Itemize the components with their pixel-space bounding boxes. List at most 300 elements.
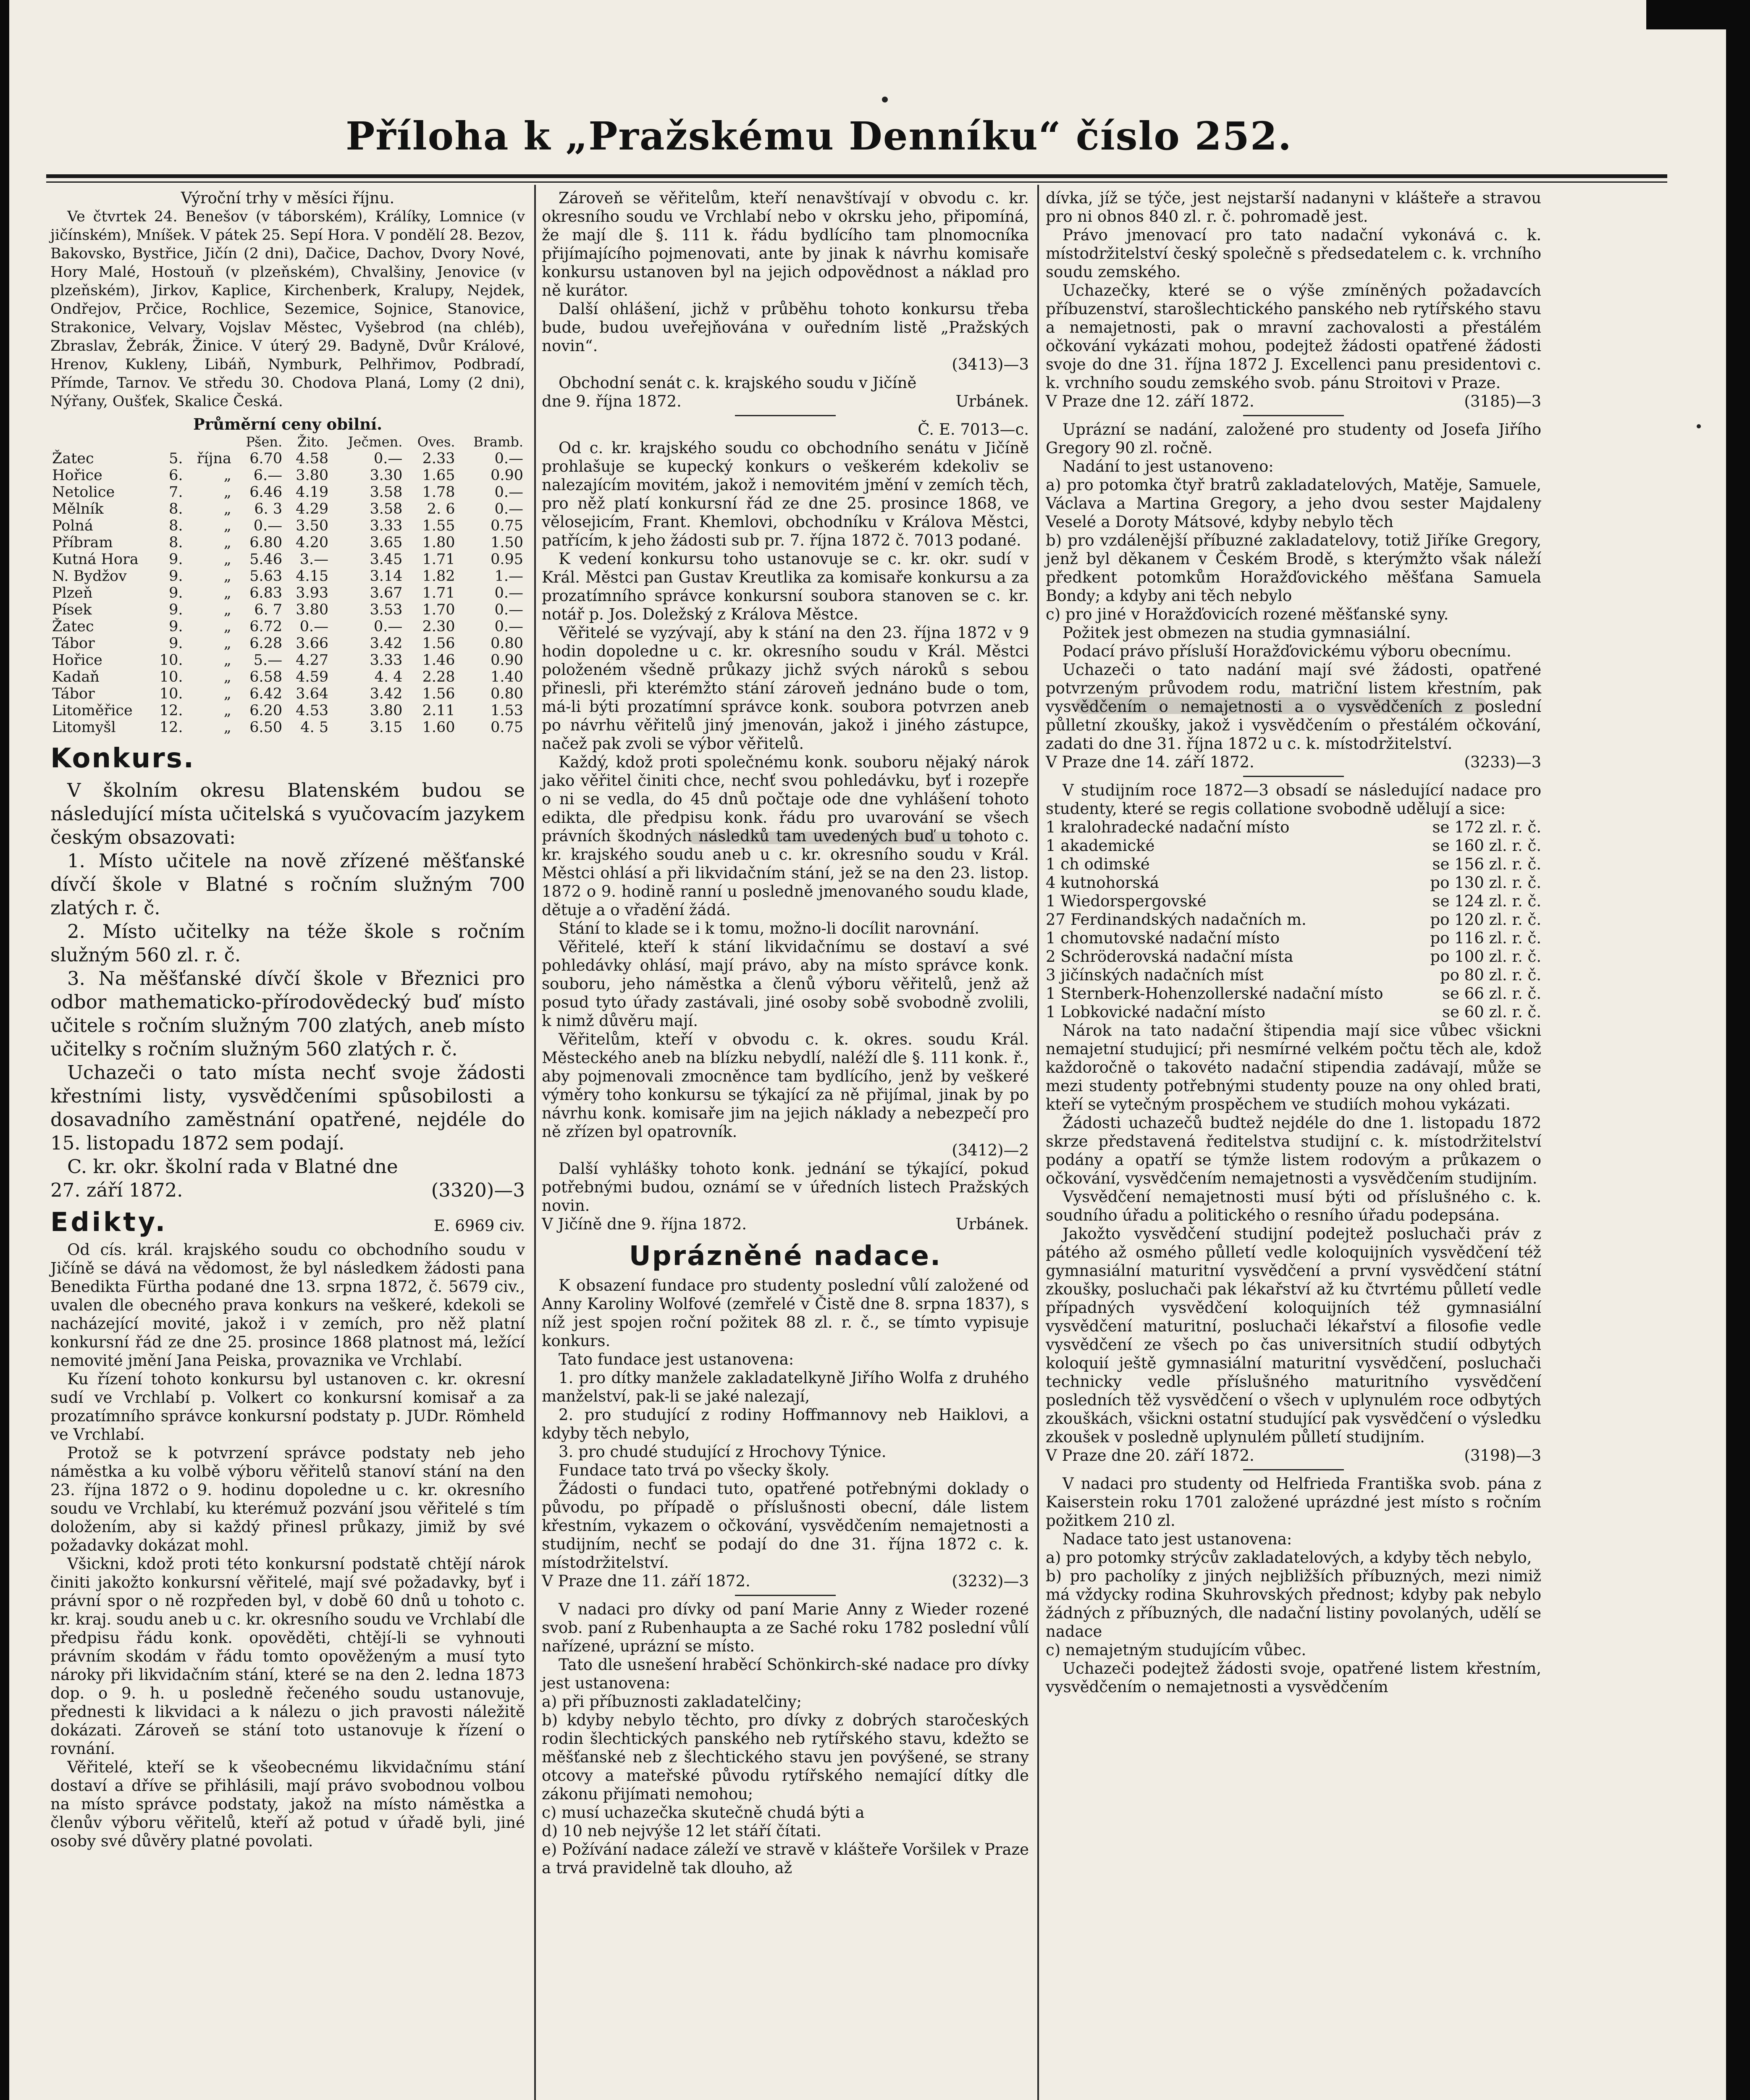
grain-price-town: Polná [52,517,93,534]
grain-price-cell: 9. [169,601,183,618]
grain-price-cell: 0.— [494,585,523,601]
col2-signature-date: dne 9. října 1872. [542,392,682,410]
col2-paragraph-7: Stání to klade se i k tomu, možno-li docílit narovnání. [559,919,980,937]
grain-price-row [50,652,525,669]
edikty-paragraph-1: Od cís. král. krajského soudu co obchodního soudu v Jičíně se dává na vědomost, že byl následkem žádosti pana Benedikta Fürtha podané dne 13. srpna 1872, č. 5679 civ., uvalen dle obecného prava konkurs na veškeré, kdekoli se nacházející movité, jakož i v zemích, pro něž platní konkursní řád ze dne 25. prosince 1868 platnost má, ležící nemovité jmění Jana Peiska, provaznika ve Vrchlabí. [50,1241,525,1370]
nadace-item-e: e) Požívání nadace záleží ve stravě v klášteře Voršilek v Praze a trvá pravidelně tak dlouho, až [542,1840,1029,1877]
grain-price-cell: 3.80 [296,467,329,484]
ink-spot [882,97,888,102]
fairs-text: Ve čtvrtek 24. Benešov (v táborském), Králíky, Lomnice (v jičínském), Mníšek. V pátek 25. Sepí Hora. V pondělí 28. Bezov, Bakovsko, Bystřice, Jičín (2 dni), Dačice, Dachov, Dvory Nové, Hory Malé, Hostouň (v plzeňském), Chvalšiny, Jenovice (v plzeňském), Jirkov, Kaplice, Kirchenberk, Kralupy, Nejdek, Ondřejov, Prčice, Rochlice, Sezemice, Sojnice, Stanovice, Strakonice, Velvary, Vojslav Městec, Vyšebrod (na chléb), Zbraslav, Žebrák, Žinice. V úterý 29. Badyně, Dvůr Králové, Hrenov, Kukleny, Libáň, Nymburk, Pelhřimov, Podbradí, Přímde, Tarnov. Ve středu 30. Chodova Planá, Lomy (2 dni), Nýřany, Oušťek, Skalice Česká. [50,208,525,410]
grain-price-row [50,601,525,618]
grain-price-cell: 1.65 [422,467,455,484]
column-3 [1046,189,1541,1696]
grain-price-row [50,450,525,467]
grain-price-cell: 4.15 [296,568,329,585]
grain-price-town: Plzeň [52,585,93,601]
foundation-amount: po 130 zl. r. č. [1430,874,1541,892]
grain-price-cell: „ [223,719,231,736]
grain-price-cell: 3.80 [370,702,403,719]
grain-price-cell: „ [223,484,231,501]
grain-price-cell: 4. 5 [300,719,329,736]
grain-price-cell: 5.— [253,652,283,669]
col3-number-3: (3198)—3 [1464,1446,1541,1465]
grain-price-row [50,501,525,517]
col3-signature-row-2 [1046,753,1541,772]
grain-price-town: Kutná Hora [52,551,139,568]
col3-paragraph-2: Právo jmenovací pro tato nadační vykonává c. k. místodržitelství český společně s předsedatelem c. k. vrchního soudu zemského. [1046,226,1541,281]
grain-price-cell: 3.33 [370,517,403,534]
col2-signature-1: Obchodní senát c. k. krajského soudu v Jičíně [559,374,917,392]
col2-paragraph-3: Od c. kr. krajského soudu co obchodního senátu v Jičíně prohlašuje se kupecký konkurs o veškerém kdekoliv se nalezajícím movitém, jakož i nemovitém jmění v zemích těch, pro něž platí konkursní řád ze dne 25. prosince 1868, ve vělosejicím, Frant. Khemlovi, obchodníku v Králova Městci, patřícím, k jeho žádosti sub pr. 7. října 1872 č. 7013 podané. [542,439,1029,549]
grain-price-cell: 3.67 [370,585,403,601]
edikty-paragraph-4: Všickni, kdož proti této konkursní podstatě chtějí nárok činiti jakožto konkursní věřitelé, mají své požadavky, byť i právní spor o ně rozpředen byl, v době 60 dnů u tohoto c. kr. kraj. soudu aneb u c. kr. okresního soudu ve Vrchlabí dle předpisu řádu konk. opověděti, chtějí-li se vyhnouti právním skodám v řádu tomto opověženým a musí tyto nároky při likvidačním stání, které se na den 2. ledna 1873 dop. o 9. h. u posledně řečeného soudu ustanovuje, přednesti k likvidaci a k nálezu o jich pravosti náležitě dokázati. Zároveň se stání toto ustanovuje k řízení o rovnání. [50,1555,525,1758]
grain-price-cell: 4.27 [296,652,329,669]
grain-price-cell: 6.50 [249,719,283,736]
grain-price-cell: 9. [169,585,183,601]
grain-price-cell: 1.82 [422,568,455,585]
grain-price-cell: 2.11 [422,702,455,719]
grain-price-cell: 1.55 [422,517,455,534]
nadace-paragraph-3: 1. pro dítky manžele zakladatelkyně Jiřího Wolfa z druhého manželství, pak-li se jaké nalezají, [542,1369,1029,1405]
col3-signature-row-3 [1046,1446,1541,1465]
nadace-item-a: a) při příbuznosti zakladatelčiny; [542,1693,802,1711]
masthead-rule [46,174,1667,178]
grain-price-table [50,433,525,736]
konkurs-item-3: 3. Na měšťanské dívčí škole v Březnici pro odbor mathematicko-přírodovědecký buď místo učitele s ročním služným 700 zlatých, aneb místo učitelky s ročním služným 560 zlatých r. č. [50,967,525,1060]
col2-case-number: Č. E. 7013—c. [918,420,1029,438]
grain-price-cell: 10. [159,685,183,702]
grain-price-cell: 9. [169,618,183,635]
grain-price-cell: 0.90 [491,652,523,669]
grain-price-cell: 6.70 [249,450,283,467]
grain-price-cell: 3.50 [296,517,329,534]
col2-name-2: Urbánek. [955,1215,1029,1233]
grain-price-town: Písek [52,601,92,618]
grain-price-cell: 2.33 [422,450,455,467]
nadace-signature-row [542,1572,1029,1591]
foundation-name: 3 jičínských nadačních míst [1046,966,1264,984]
col3-item-b2: b) pro pacholíky z jiných nejbližších příbuzných, mezi nimiž má vždycky rodina Skuhrovských přednost; kdyby pak nebylo žádných z příbuzných, dle nadační listiny povolaných, udělí se nadace [1046,1567,1541,1641]
col3-paragraph-3: Uchazečky, které se o výše zmíněných požadavcích příbuzenství, starošlechtického panského neb rytířského stavu a nemajetnosti, pak o mravní zachovalosti a přestálém očkování vykázati mohou, podejtež žádosti opatřené žádosti svoje do dne 31. října 1872 J. Excellenci panu presidentovi c. k. vrchního soudu zemského svob. pánu Stroitovi v Praze. [1046,281,1541,392]
grain-price-cell: „ [223,501,231,517]
grain-price-cell: 5. [169,450,183,467]
grain-price-header-cell [184,433,233,450]
col3-item-b: b) pro vzdálenější příbuzné zakladatelovy, totiž Jiříke Gregory, jenž byl děkanem v Českém Brodě, s kterýmžto však náleží předkent potomkům Horažďovického měšťana Samuela Bondy; a kdyby ani těch nebylo [1046,531,1541,605]
grain-price-cell: 6.83 [249,585,283,601]
nadace-paragraph-6: Fundace tato trvá po všecky školy. [559,1461,830,1479]
grain-price-town: Kadaň [52,669,100,685]
nadace-item-c: c) musí uchazečka skutečně chudá býti a [542,1803,865,1822]
grain-price-cell: 1.56 [422,635,455,652]
col2-signature-row [542,392,1029,411]
grain-price-cell: 3.65 [370,534,403,551]
col3-item-a: a) pro potomka čtyř bratrů zakladatelových, Matěje, Samuele, Václava a Martina Gregory, a jeho dvou sester Majdaleny Veselé a Doroty Mátsové, kdyby nebylo těch [1046,476,1541,531]
grain-price-cell: 4.29 [296,501,329,517]
grain-price-cell: 1.53 [491,702,523,719]
col3-date-1: V Praze dne 12. září 1872. [1046,392,1254,410]
col2-paragraph-6: Každý, kdož proti společnému konk. souboru nějaký nárok jako věřitel činiti chce, nechť svou pohledávku, byť i rozepře o ni se vedla, do 45 dnů počtaje ode dne vyhlášení tohoto edikta, dle předpisu konk. řádu pro uvarování se všech právních škodných následků tam uvedených buď u tohoto c. kr. krajského soudu aneb u c. kr. okresního soudu v Král. Městci ohlásí a při likvidačním stání, jež se na den 23. listop. 1872 o 9. hodině ranní u posledně jmenovaného soudu klade, dětuje a o vřadění žádá. [542,753,1029,919]
grain-price-town: Tábor [52,635,95,652]
grain-price-cell: 6.80 [249,534,283,551]
grain-price-town: Litomyšl [52,719,116,736]
grain-price-cell: 3.— [299,551,329,568]
edikty-number: E. 6969 civ. [433,1217,525,1235]
col3-paragraph-7: Podací právo přísluší Horažďovickému výboru obecnímu. [1063,642,1511,660]
grain-price-town: Hořice [52,652,102,669]
konkurs-item-1: 1. Místo učitele na nově zřízené měšťanské dívčí škole v Blatné s ročním služným 700 zlatých r. č. [50,850,525,919]
col2-paragraph-1: Zároveň se věřitelům, kteří nenavštívají v obvodu c. kr. okresního soudu ve Vrchlabí nebo v okrsku jeho, připomíná, že mají dle §. 111 k. řádu bydlícího tam plnomocníka přijímajícího pojmenovati, ante by jinak k návrhu komisaře konkursu ustanoven byl na jejich odpovědnost a náklad pro ně kurátor. [542,189,1029,299]
foundation-list-item [1046,892,1541,911]
foundation-name: 1 kralohradecké nadační místo [1046,818,1290,836]
grain-price-cell: 7. [169,484,183,501]
konkurs-signature-line [50,1179,525,1202]
nadace-item-b: b) kdyby nebylo těchto, pro dívky z dobrých staročeských rodin šlechtických panského neb rytířského stavu, kdežto se měšťanské neb z šlechtického stavu jen povýšené, se strany otcovy a mateřské původu rytířského nemající dítky dle zákonu přijímati nemohou; [542,1711,1029,1803]
column-2 [542,189,1029,1877]
grain-prices-title: Průměrní ceny obilní. [193,415,383,433]
grain-price-row [50,618,525,635]
grain-price-cell: 12. [159,702,183,719]
col3-paragraph-6: Požitek jest obmezen na studia gymnasiální. [1063,624,1411,642]
grain-price-cell: „ [223,635,231,652]
grain-price-header [50,433,525,450]
col2-number-1: (3413)—3 [952,355,1029,373]
grain-price-row [50,568,525,585]
foundation-list-item [1046,818,1541,837]
edikty-paragraph-3: Protož se k potvrzení správce podstaty neb jeho náměstka a ku volbě výboru věřitelů stanoví stání na den 23. října 1872 o 9. hodinu dopoledne u c. kr. okresního soudu ve Vrchlabí, ku kterémuž pozvání jsou věřitelé s tím doložením, aby si každý přinesl průkazy, jimiž by své požadavky dokázat mohl. [50,1444,525,1554]
grain-price-cell: 0.80 [491,685,523,702]
col3-signature-row-1 [1046,392,1541,411]
edikty-paragraph-5: Věřitelé, kteří se k všeobecnému likvidačnímu stání dostaví a dříve se přihlásili, mají právo svobodnou volbou na místo správce podstaty, jakož na místo náměstka a členův výboru věřitelů, kteří až potud v úřadě byli, jiné osoby své důvěry platné povolati. [50,1758,525,1850]
scan-border-right [1726,0,1750,2100]
grain-price-cell: 3.45 [370,551,403,568]
grain-price-row [50,551,525,568]
grain-price-cell: „ [223,568,231,585]
grain-price-cell: 8. [169,501,183,517]
nadace-paragraph-7: Žádosti o fundaci tuto, opatřené potřebnými doklady o původu, po případě o příslušnosti obecní, dále listem křestním, vykazem o očkování, vysvědčením nemajetnosti a studijním, nechť se podají do dne 31. října 1872 c. k. místodržitelství. [542,1480,1029,1572]
col2-signature-name: Urbánek. [955,392,1029,410]
grain-price-cell: „ [223,517,231,534]
grain-price-town: N. Bydžov [52,568,127,585]
column-1 [50,189,525,1851]
scan-border-left [0,0,9,2100]
grain-price-row [50,517,525,534]
grain-price-cell: 4.20 [296,534,329,551]
konkurs-item-4: Uchazeči o tato místa nechť svoje žádosti křestními listy, vysvědčeními spůsobilosti a dosavadního zaměstnání opatřené, nejdéle do 15. listopadu 1872 sem podají. [50,1061,525,1154]
foundation-name: 1 Lobkovické nadační místo [1046,1003,1265,1021]
grain-price-town: Litoměřice [52,702,133,719]
nadace-paragraph-5: 3. pro chudé studující z Hrochovy Týnice. [559,1443,887,1461]
konkurs-lead: V školním okresu Blatenském budou se následující místa učitelská s vyučovacím jazykem českým obsazovati: [50,779,525,848]
col3-item-c2: c) nemajetným studujícím vůbec. [1046,1641,1307,1659]
grain-price-cell: 2.30 [422,618,455,635]
konkurs-item-2: 2. Místo učitelky na téže škole s ročním služným 560 zl. r. č. [50,920,525,966]
col3-number-1: (3185)—3 [1464,392,1541,410]
grain-price-cell: 0.— [373,618,403,635]
grain-price-cell: 3.64 [296,685,329,702]
grain-price-town: Tábor [52,685,95,702]
col2-paragraph-4: K vedení konkursu toho ustanovuje se c. kr. okr. sudí v Král. Městci pan Gustav Kreutlika za komisaře konkursu a za prozatímního správce konkursní soubora stanoven se c. kr. notář p. Jos. Doležský z Králova Městce. [542,550,1029,623]
grain-price-cell: 6. 7 [254,601,283,618]
col3-paragraph-16: Uchazeči podejtež žádosti svoje, opatřené listem křestním, vysvědčením o nemajetnosti a vysvědčením [1046,1659,1541,1696]
edikty-heading-row [50,1202,525,1241]
grain-price-row [50,534,525,551]
masthead-title: Příloha k „Pražskému Denníku“ číslo 252. [346,113,1292,159]
foundation-name: 1 akademické [1046,837,1155,855]
column-divider-2 [1037,185,1039,2100]
foundation-amount: se 60 zl. r. č. [1442,1003,1541,1021]
grain-price-cell: 0.80 [491,635,523,652]
grain-price-cell: 4. 4 [374,669,403,685]
grain-price-cell: 3.93 [296,585,329,601]
grain-price-cell: 3.14 [370,568,403,585]
foundation-list-item [1046,1003,1541,1021]
col3-paragraph-15: Nadace tato jest ustanovena: [1063,1530,1292,1548]
grain-price-cell: 6.46 [249,484,283,501]
foundation-name: 1 ch odimské [1046,855,1150,873]
grain-price-header-cell [150,433,184,450]
foundation-list [1046,818,1541,1021]
ink-smear [1075,697,1487,714]
col2-number-2: (3412)—2 [952,1141,1029,1159]
col3-paragraph-13: Jakožto vysvědčení studijní podejtež posluchači práv z pátého až osmého půlletí vedle koloquijních vysvědčení též gymnasiální maturitní vysvědčení a první vysvědčení státní zkoušky, posluchači pak lékařství až ku čtvrtému půlletí vedle případných vysvědčení koloquijních též gymnasiální vysvědčení maturitní, posluchači lékařství a filosofie vedle vysvědčení ze všech po čas universitních studií odbytých koloquií ještě gymnasiální maturitní vysvědčení, posluchači technicky vedle příslušného maturitního vysvědčení posledních těž vysvědčení o všech v uplynulém roce odbytých zkouškách, všickni ostatní studující pak vysvědčení o výsledku zkoušek v posledně uplynulém půlletí studijním. [1046,1225,1541,1446]
grain-price-cell: „ [223,669,231,685]
grain-price-row [50,719,525,736]
grain-price-header-cell: Žito. [297,434,329,450]
grain-price-cell: 0.75 [491,517,523,534]
foundation-list-item [1046,911,1541,929]
grain-price-cell: 3.42 [370,635,403,652]
foundation-list-item [1046,855,1541,874]
grain-price-cell: 0.— [299,618,329,635]
grain-price-cell: 0.75 [491,719,523,736]
col2-paragraph-8: Věřitelé, kteří k stání likvidačnímu se dostaví a své pohledávky ohlásí, mají právo, aby na místo správce konk. souboru, jeho náměstka a členů výboru věřitelů, jenž až posud tyto úřady zastávali, jiné osoby sobě svobodně zvolili, k nimž důvěru mají. [542,938,1029,1030]
col2-paragraph-10: Další vyhlášky tohoto konk. jednání se týkající, pokud potřebnými budou, oznámí se v úředních listech Pražských novin. [542,1160,1029,1215]
col3-paragraph-5: Nadání to jest ustanoveno: [1063,457,1274,475]
foundation-amount: se 66 zl. r. č. [1442,984,1541,1003]
grain-price-cell: „ [223,618,231,635]
edikty-paragraph-2: Ku řízení tohoto konkursu byl ustanoven c. kr. okresní sudí ve Vrchlabí p. Volkert co konkursní komisař a za prozatímního správce konkursní podstaty p. JUDr. Römheld ve Vrchlabí. [50,1370,525,1444]
foundation-list-item [1046,929,1541,948]
grain-price-cell: 1.56 [422,685,455,702]
col3-paragraph-8: Uchazeči o tato nadání mají své žádosti, opatřené potvrzeným průvodem rodu, matriční listem křestním, pak vysvědčením o nemajetnosti a o vysvědčeních z poslední půlletní zkoušky, jakož i vysvědčením o přestálém očkování, zadati do dne 31. října 1872 u c. k. místodržitelství. [1046,661,1541,753]
nadace-paragraph-9: Tato dle usnešení hraběcí Schönkirch-ské nadace pro dívky jest ustanovena: [542,1656,1029,1692]
nadace-heading: Uprázněné nadace. [629,1241,942,1272]
foundation-list-item [1046,966,1541,984]
grain-price-cell: 1.46 [422,652,455,669]
grain-price-cell: 4.58 [296,450,329,467]
foundation-amount: se 172 zl. r. č. [1432,818,1541,836]
grain-price-cell: 1.80 [422,534,455,551]
grain-price-cell: 1.— [494,568,523,585]
grain-price-cell: 3.33 [370,652,403,669]
grain-price-cell: „ [223,585,231,601]
grain-price-cell: 0.— [494,601,523,618]
grain-price-cell: 1.71 [422,585,455,601]
grain-price-cell: 6.42 [249,685,283,702]
foundation-amount: po 116 zl. r. č. [1430,929,1541,947]
grain-price-cell: 10. [159,669,183,685]
grain-price-cell: 0.95 [491,551,523,568]
grain-price-cell: 0.— [494,484,523,501]
foundation-name: 4 kutnohorská [1046,874,1159,892]
grain-price-cell: 3.58 [370,484,403,501]
foundation-list-item [1046,948,1541,966]
grain-price-cell: 6. [169,467,183,484]
grain-price-cell: 3.42 [370,685,403,702]
col3-paragraph-12: Vysvědčení nemajetnosti musí býti od příslušného c. k. soudního úřadu a politického o resního úřadu podepsána. [1046,1188,1541,1224]
grain-price-town: Žatec [52,618,94,635]
col2-signature-row-2 [542,1215,1029,1234]
col3-paragraph-14: V nadaci pro studenty od Helfrieda Františka svob. pána z Kaiserstein roku 1701 založené uprázdné jest místo s ročním požitkem 210 zl. [1046,1475,1541,1530]
grain-price-cell: 6.28 [249,635,283,652]
section-divider-3 [1243,415,1344,416]
grain-price-row [50,585,525,601]
col2-paragraph-2: Další ohlášení, jichž v průběhu tohoto konkursu třeba bude, budou uveřejňována v ouředním listě „Pražských novin“. [542,300,1029,355]
grain-price-cell: „ [223,601,231,618]
grain-price-cell: 3.80 [296,601,329,618]
edikty-heading: Edikty. [50,1207,168,1237]
grain-price-cell: 8. [169,534,183,551]
col3-item-a2: a) pro potomky strýcův zakladatelových, a kdyby těch nebylo, [1046,1549,1532,1567]
foundation-name: 27 Ferdinandských nadačních m. [1046,911,1307,929]
grain-price-cell: 3.15 [370,719,403,736]
grain-price-cell: „ [223,685,231,702]
grain-price-cell: 9. [169,635,183,652]
grain-price-cell: „ [223,551,231,568]
grain-price-row [50,635,525,652]
grain-price-cell: 6.72 [249,618,283,635]
grain-price-row [50,467,525,484]
foundation-name: 1 chomutovské nadační místo [1046,929,1280,947]
ink-smear [689,832,974,844]
foundation-list-item [1046,874,1541,892]
grain-price-header-cell [50,433,150,450]
grain-price-cell: 8. [169,517,183,534]
grain-price-cell: 5.46 [249,551,283,568]
grain-price-cell: 6.58 [249,669,283,685]
nadace-paragraph-4: 2. pro studující z rodiny Hoffmannovy neb Haiklovi, a kdyby těch nebylo, [542,1406,1029,1442]
konkurs-signature: C. kr. okr. školní rada v Blatné dne [67,1155,398,1178]
grain-price-row [50,702,525,719]
grain-price-cell: 0.— [494,501,523,517]
grain-price-row [50,685,525,702]
col3-paragraph-10: Nárok na tato nadační štipendia mají sice vůbec všickni nemajetní studujicí; při nesmírné velkém počtu těch ale, kdož každoročně o takovéto nadační stipendia zadávají, může se mezi studenty potřebnými studenty pouze na ony ohled brati, kteří se vytečným prospěchem ve studiích mohou vykázati. [1046,1021,1541,1113]
grain-price-cell: 3.53 [370,601,403,618]
grain-price-header-cell: Oves. [417,434,455,450]
section-divider-4 [1243,776,1344,777]
grain-price-cell: 0.— [494,618,523,635]
grain-price-header-cell: Ječmen. [348,434,403,450]
col2-paragraph-5: Věřitelé se vyzývají, aby k stání na den 23. října 1872 v 9 hodin dopoledne u c. kr. okresního soudu v Král. Městci položeném všedně průkazy jichž svých nároků s sebou přinesli, při kterémžto stání zároveň jednáno bude o tom, má-li býti prozatímní správce konk. soubora potvrzen aneb po návrhu věřitelů jiný jmenován, jakož i jiného zástupce, načež pak zvoli se výbor věřitelů. [542,624,1029,753]
col3-paragraph-4: Uprázní se nadání, založené pro studenty od Josefa Jiřího Gregory 90 zl. ročně. [1046,420,1541,457]
foundation-list-item [1046,984,1541,1003]
grain-price-cell: 6.20 [249,702,283,719]
grain-price-town: Mělník [52,501,104,517]
ink-spot [1697,424,1701,428]
konkurs-heading: Konkurs. [50,743,195,774]
grain-price-cell: „ [223,702,231,719]
grain-price-cell: 1.40 [491,669,523,685]
grain-price-cell: 4.53 [296,702,329,719]
nadace-item-d: d) 10 neb nejvýše 12 let stáří čítati. [542,1822,821,1840]
nadace-paragraph-2: Tato fundace jest ustanovena: [559,1350,794,1368]
grain-price-cell: 6. 3 [254,501,283,517]
grain-price-cell: „ [223,652,231,669]
foundation-amount: se 160 zl. r. č. [1432,837,1541,855]
grain-price-cell: 1.60 [422,719,455,736]
konkurs-date: 27. září 1872. [50,1179,183,1201]
col2-paragraph-9: Věřitelům, kteří v obvodu c. k. okres. soudu Král. Městeckého aneb na blízku nebydlí, naléží dle §. 111 konk. ř., aby pojmenovali zmocněnce tam bydlícího, jenž by veškeré výměry toho konkursu se týkající za ně přijímal, jinak by po návrhu konk. komisaře jim na jejich náklady a nebezpečí pro ně zřízen byl opatrovník. [542,1030,1029,1141]
grain-price-cell: 0.— [373,450,403,467]
grain-price-cell: 2. 6 [427,501,455,517]
grain-price-cell: 12. [159,719,183,736]
nadace-date: V Praze dne 11. září 1872. [542,1572,750,1590]
foundation-name: 1 Wiedorspergovské [1046,892,1207,910]
col3-paragraph-9: V studijním roce 1872—3 obsadí se následující nadace pro studenty, které se regis collatione svobodně udělují a sice: [1046,781,1541,818]
section-divider-2 [735,1595,836,1596]
grain-price-cell: 2.28 [422,669,455,685]
nadace-number: (3232)—3 [952,1572,1029,1590]
grain-price-cell: 1.50 [491,534,523,551]
grain-price-town: Příbram [52,534,113,551]
grain-price-cell: „ [223,534,231,551]
col3-date-3: V Praze dne 20. září 1872. [1046,1446,1254,1465]
col3-date-2: V Praze dne 14. září 1872. [1046,753,1254,771]
grain-price-cell: 9. [169,568,183,585]
section-divider-5 [1243,1469,1344,1470]
grain-price-cell: 3.58 [370,501,403,517]
nadace-paragraph-1: K obsazení fundace pro studenty poslední vůlí založené od Anny Karoliny Wolfové (zemřelé v Čistě dne 8. srpna 1837), s níž jest spojen roční požitek 88 zl. r. č., se tímto vypisuje konkurs. [542,1276,1029,1350]
col3-number-2: (3233)—3 [1464,753,1541,771]
grain-price-header-cell: Bramb. [473,434,523,450]
grain-price-row [50,484,525,501]
masthead-rule-thin [46,181,1667,183]
foundation-amount: se 156 zl. r. č. [1432,855,1541,873]
grain-price-cell: 1.71 [422,551,455,568]
grain-price-header-cell: Pšen. [246,434,283,450]
grain-price-town: Žatec [52,450,94,467]
nadace-paragraph-8: V nadaci pro dívky od paní Marie Anny z Wieder rozené svob. paní z Rubenhaupta a ze Saché roku 1782 poslední vůlí nařízené, uprázní se místo. [542,1600,1029,1655]
grain-price-cell: 4.19 [296,484,329,501]
grain-price-cell: 0.— [253,517,283,534]
col3-item-c: c) pro jiné v Horažďovicích rozené měšťanské syny. [1046,605,1449,623]
col3-paragraph-1: dívka, jíž se týče, jest nejstarší nadanyni v klášteře a stravou pro ni obnos 840 zl. r. č. pohromadě jest. [1046,189,1541,226]
col3-paragraph-11: Žádosti uchazečů budtež nejdéle do dne 1. listopadu 1872 skrze představená ředitelstva studijní c. k. místodržitelství podány a opatří se týmže listem rodovým a průkazem o očkování, vysvědčením nemajetnosti a vysvědčením studijním. [1046,1114,1541,1187]
section-divider [735,415,836,416]
foundation-amount: po 80 zl. r. č. [1440,966,1541,984]
grain-price-cell: 5.63 [249,568,283,585]
scan-border-corner [1646,0,1750,29]
foundation-amount: po 100 zl. r. č. [1430,948,1541,966]
foundation-amount: po 120 zl. r. č. [1430,911,1541,929]
grain-price-cell: října [197,450,231,467]
foundation-name: 2 Schröderovská nadační místa [1046,948,1293,966]
grain-price-cell: 6.— [253,467,283,484]
grain-price-cell: 1.70 [422,601,455,618]
foundation-list-item [1046,837,1541,855]
grain-price-row [50,669,525,685]
grain-price-cell: 1.78 [422,484,455,501]
konkurs-number: (3320)—3 [431,1179,525,1201]
foundation-amount: se 124 zl. r. č. [1432,892,1541,910]
grain-price-town: Netolice [52,484,115,501]
grain-price-cell: „ [223,467,231,484]
grain-price-cell: 9. [169,551,183,568]
grain-price-cell: 0.90 [491,467,523,484]
grain-price-cell: 10. [159,652,183,669]
grain-price-cell: 3.30 [370,467,403,484]
column-divider-1 [534,185,536,2100]
